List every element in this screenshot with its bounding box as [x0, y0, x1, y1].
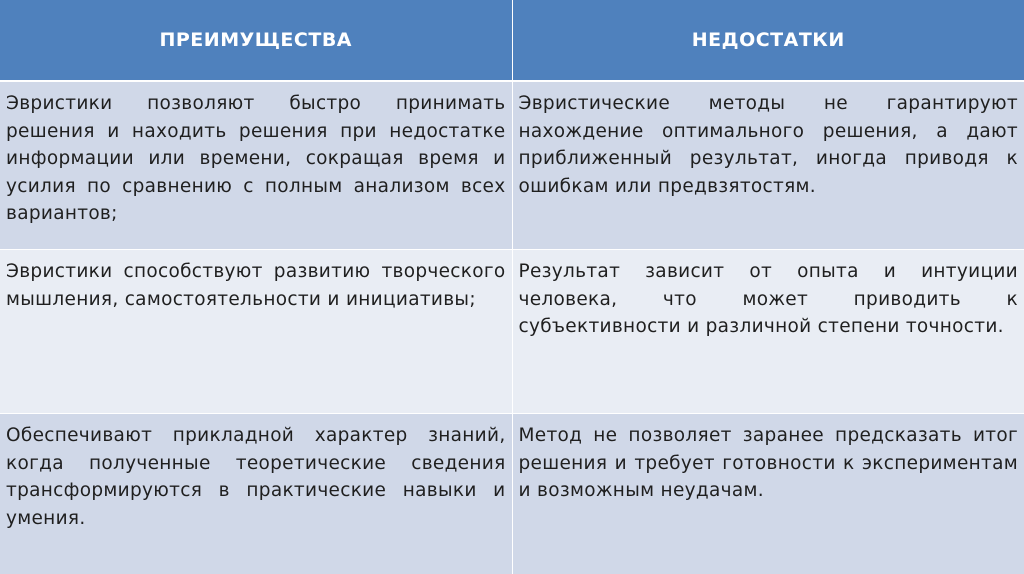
advantage-text: Эвристики позволяют быстро принимать решения и находить решения при недостатке информации или времени, сокращая время и усилия по сравнению с полным анализом всех вариантов; [6, 93, 506, 224]
disadvantage-text: Метод не позволяет заранее предсказать итог решения и требует готовности к экспериментам и возможным неудачам. [518, 425, 1018, 501]
advantage-cell [0, 81, 512, 250]
advantage-text: Обеспечивают прикладной характер знаний, когда полученные теоретические сведения трансформируются в практические навыки и умения. [6, 425, 506, 529]
header-disadvantages: НЕДОСТАТКИ [512, 0, 1024, 81]
disadvantage-text: Результат зависит от опыта и интуиции человека, что может приводить к субъективности и различной степени точности. [518, 261, 1018, 337]
table-row [0, 81, 1024, 250]
table-row [0, 414, 1024, 574]
disadvantage-cell [512, 250, 1024, 414]
advantage-text: Эвристики способствуют развитию творческого мышления, самостоятельности и инициативы; [6, 261, 506, 310]
disadvantage-text: Эвристические методы не гарантируют нахождение оптимального решения, а дают приближенный результат, иногда приводя к ошибкам или предвзятостям. [518, 93, 1018, 197]
disadvantage-cell [512, 81, 1024, 250]
table-row [0, 250, 1024, 414]
table-header-row [0, 0, 1024, 81]
disadvantage-cell [512, 414, 1024, 574]
header-advantages: ПРЕИМУЩЕСТВА [0, 0, 512, 81]
advantage-cell [0, 250, 512, 414]
advantage-cell [0, 414, 512, 574]
